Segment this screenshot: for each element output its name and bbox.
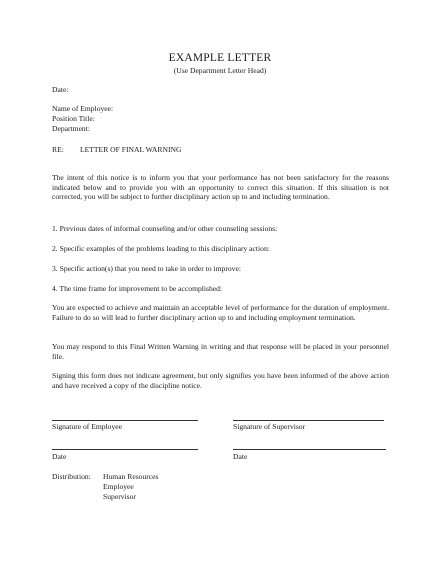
list-item: 1. Previous dates of informal counseling and/or other counseling sessions: (52, 224, 278, 233)
position-title-label: Position Title: (52, 114, 95, 123)
list-item: 2. Specific examples of the problems leading to this disciplinary action: (52, 244, 270, 253)
employee-signature-line (52, 420, 198, 421)
response-paragraph: You may respond to this Final Written Warning in writing and that response will be placed in your personnel file. (52, 342, 389, 361)
signing-paragraph: Signing this form does not indicate agreement, but only signifies you have been informed of the above action and have received a copy of the discipline notice. (52, 371, 389, 390)
employee-date-label: Date (52, 452, 67, 461)
intro-paragraph: The intent of this notice is to inform you that your performance has not been satisfactory for the reasons indicated below and to provide you with an opportunity to correct this situation. If this situation is not corrected, you will be subject to further disciplinary action up to and including termination. (52, 173, 389, 202)
supervisor-signature-line (233, 420, 384, 421)
list-item: 3. Specific action(s) that you need to take in order to improve: (52, 264, 241, 273)
letter-subtitle: (Use Department Letter Head) (173, 66, 267, 75)
letter-title: EXAMPLE LETTER (168, 52, 272, 64)
expectation-paragraph: You are expected to achieve and maintain an acceptable level of performance for the duration of employment. Failure to do so will lead to further disciplinary action up to and including employment termination. (52, 303, 389, 322)
supervisor-date-label: Date (233, 452, 248, 461)
distribution-recipient: Supervisor (103, 492, 136, 501)
distribution-recipient: Employee (103, 482, 134, 491)
list-item: 4. The time frame for improvement to be accomplished: (52, 284, 223, 293)
distribution-recipient: Human Resources (103, 472, 159, 481)
employee-signature-label: Signature of Employee (52, 422, 123, 431)
supervisor-signature-label: Signature of Supervisor (233, 422, 306, 431)
re-label: RE: (52, 145, 64, 154)
distribution-label: Distribution: (52, 472, 91, 481)
re-subject: LETTER OF FINAL WARNING (80, 145, 182, 154)
date-field-label: Date: (52, 85, 69, 94)
supervisor-date-line (233, 449, 386, 450)
department-label: Department: (52, 124, 90, 133)
employee-name-label: Name of Employee: (52, 104, 114, 113)
employee-date-line (52, 449, 198, 450)
